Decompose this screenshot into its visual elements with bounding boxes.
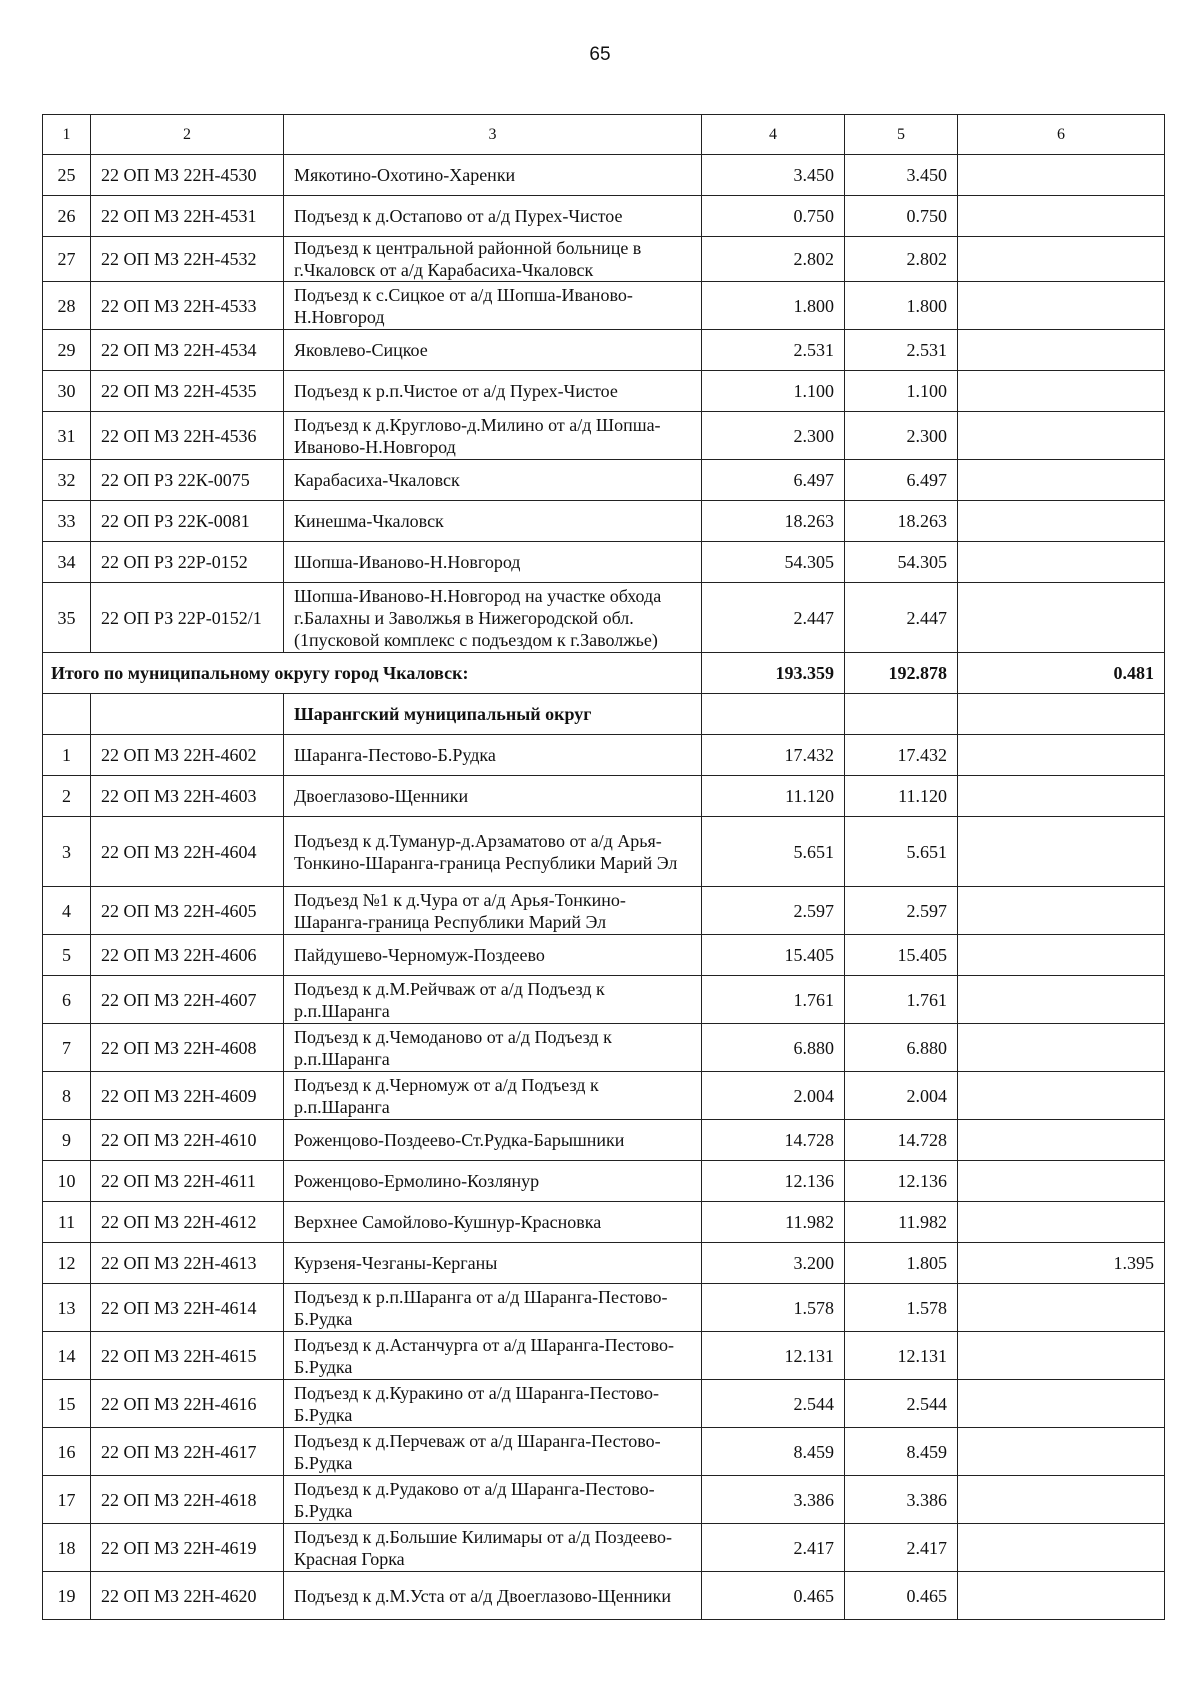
road-code: 22 ОП МЗ 22Н-4620 (91, 1572, 284, 1620)
row-number: 15 (43, 1380, 91, 1428)
value-col-5: 17.432 (845, 735, 958, 776)
table-row (43, 155, 1165, 196)
table-row (43, 1428, 1165, 1476)
value-col-5: 0.465 (845, 1572, 958, 1620)
row-number: 28 (43, 282, 91, 330)
table-row (43, 237, 1165, 282)
table-row (43, 330, 1165, 371)
road-code: 22 ОП РЗ 22Р-0152/1 (91, 583, 284, 653)
value-col-5: 8.459 (845, 1428, 958, 1476)
value-col-6 (958, 371, 1165, 412)
row-number: 31 (43, 412, 91, 460)
road-code: 22 ОП МЗ 22Н-4613 (91, 1243, 284, 1284)
road-code: 22 ОП МЗ 22Н-4536 (91, 412, 284, 460)
table-row (43, 1120, 1165, 1161)
road-name: Подъезд к д.Чемоданово от а/д Подъезд к р.п.Шаранга (284, 1024, 702, 1072)
value-col-4: 15.405 (702, 935, 845, 976)
value-col-4: 6.497 (702, 460, 845, 501)
value-col-4: 2.531 (702, 330, 845, 371)
value-col-5: 11.982 (845, 1202, 958, 1243)
value-col-4: 1.578 (702, 1284, 845, 1332)
value-col-5: 6.497 (845, 460, 958, 501)
value-col-6 (958, 583, 1165, 653)
value-col-4: 0.465 (702, 1572, 845, 1620)
value-col-4: 2.447 (702, 583, 845, 653)
road-name: Роженцово-Поздеево-Ст.Рудка-Барышники (284, 1120, 702, 1161)
value-col-4: 3.450 (702, 155, 845, 196)
road-name: Подъезд к р.п.Чистое от а/д Пурех-Чистое (284, 371, 702, 412)
road-code: 22 ОП МЗ 22Н-4612 (91, 1202, 284, 1243)
road-name: Карабасиха-Чкаловск (284, 460, 702, 501)
road-code: 22 ОП МЗ 22Н-4606 (91, 935, 284, 976)
value-col-6 (958, 460, 1165, 501)
table-row (43, 1332, 1165, 1380)
row-number: 5 (43, 935, 91, 976)
value-col-5: 3.450 (845, 155, 958, 196)
road-code: 22 ОП РЗ 22К-0075 (91, 460, 284, 501)
value-col-6 (958, 1024, 1165, 1072)
value-col-5: 1.100 (845, 371, 958, 412)
value-col-6 (958, 237, 1165, 282)
value-col-5: 2.300 (845, 412, 958, 460)
table-row (43, 1524, 1165, 1572)
value-col-4: 3.386 (702, 1476, 845, 1524)
value-col-6 (958, 501, 1165, 542)
row-number: 14 (43, 1332, 91, 1380)
road-code: 22 ОП МЗ 22Н-4617 (91, 1428, 284, 1476)
value-col-5: 0.750 (845, 196, 958, 237)
section-row (43, 694, 1165, 735)
road-code: 22 ОП МЗ 22Н-4609 (91, 1072, 284, 1120)
value-col-4: 0.750 (702, 196, 845, 237)
header-cell: 5 (845, 115, 958, 155)
table-row (43, 1243, 1165, 1284)
row-number: 9 (43, 1120, 91, 1161)
row-number: 8 (43, 1072, 91, 1120)
road-code: 22 ОП МЗ 22Н-4618 (91, 1476, 284, 1524)
row-number: 10 (43, 1161, 91, 1202)
road-code: 22 ОП МЗ 22Н-4605 (91, 887, 284, 935)
value-col-5: 54.305 (845, 542, 958, 583)
value-col-6 (958, 282, 1165, 330)
value-col-5: 11.120 (845, 776, 958, 817)
row-number: 27 (43, 237, 91, 282)
value-col-4: 2.802 (702, 237, 845, 282)
value-col-4: 2.417 (702, 1524, 845, 1572)
value-col-4: 2.004 (702, 1072, 845, 1120)
empty-cell (43, 694, 91, 735)
value-col-5: 5.651 (845, 817, 958, 887)
road-name: Яковлево-Сицкое (284, 330, 702, 371)
value-col-4: 2.597 (702, 887, 845, 935)
value-col-6 (958, 887, 1165, 935)
header-cell: 4 (702, 115, 845, 155)
road-name: Мякотино-Охотино-Харенки (284, 155, 702, 196)
road-name: Подъезд к д.Остапово от а/д Пурех-Чистое (284, 196, 702, 237)
value-col-6 (958, 155, 1165, 196)
table-row (43, 976, 1165, 1024)
road-code: 22 ОП МЗ 22Н-4530 (91, 155, 284, 196)
row-number: 17 (43, 1476, 91, 1524)
road-code: 22 ОП МЗ 22Н-4607 (91, 976, 284, 1024)
value-col-5: 6.880 (845, 1024, 958, 1072)
road-name: Подъезд к д.Круглово-д.Милино от а/д Шопша-Иваново-Н.Новгород (284, 412, 702, 460)
empty-cell (702, 694, 845, 735)
road-name: Подъезд к д.Перчеваж от а/д Шаранга-Пестово-Б.Рудка (284, 1428, 702, 1476)
road-code: 22 ОП МЗ 22Н-4608 (91, 1024, 284, 1072)
table-row (43, 776, 1165, 817)
road-code: 22 ОП МЗ 22Н-4533 (91, 282, 284, 330)
row-number: 32 (43, 460, 91, 501)
value-col-5: 12.131 (845, 1332, 958, 1380)
table-row (43, 935, 1165, 976)
road-name: Подъезд к д.Большие Килимары от а/д Поздеево-Красная Горка (284, 1524, 702, 1572)
value-col-6 (958, 1284, 1165, 1332)
road-name: Курзеня-Чезганы-Керганы (284, 1243, 702, 1284)
row-number: 3 (43, 817, 91, 887)
value-col-6 (958, 776, 1165, 817)
road-name: Кинешма-Чкаловск (284, 501, 702, 542)
road-code: 22 ОП МЗ 22Н-4603 (91, 776, 284, 817)
value-col-5: 1.578 (845, 1284, 958, 1332)
row-number: 13 (43, 1284, 91, 1332)
value-col-6 (958, 1161, 1165, 1202)
value-col-4: 18.263 (702, 501, 845, 542)
road-name: Подъезд к д.Рудаково от а/д Шаранга-Пестово-Б.Рудка (284, 1476, 702, 1524)
value-col-4: 12.136 (702, 1161, 845, 1202)
value-col-4: 1.800 (702, 282, 845, 330)
value-col-6: 1.395 (958, 1243, 1165, 1284)
section-title: Шарангский муниципальный округ (284, 694, 702, 735)
value-col-5: 1.805 (845, 1243, 958, 1284)
page-number: 65 (589, 44, 611, 65)
value-col-6 (958, 1120, 1165, 1161)
table-row (43, 1202, 1165, 1243)
road-name: Двоеглазово-Щенники (284, 776, 702, 817)
road-name: Подъезд к д.Туманур-д.Арзаматово от а/д Арья-Тонкино-Шаранга-граница Республики Марий Эл (284, 817, 702, 887)
value-col-5: 1.761 (845, 976, 958, 1024)
value-col-4: 12.131 (702, 1332, 845, 1380)
table-row (43, 282, 1165, 330)
row-number: 25 (43, 155, 91, 196)
value-col-5: 2.597 (845, 887, 958, 935)
value-col-6 (958, 412, 1165, 460)
road-code: 22 ОП МЗ 22Н-4535 (91, 371, 284, 412)
value-col-6 (958, 1202, 1165, 1243)
road-name: Подъезд к д.Черномуж от а/д Подъезд к р.п.Шаранга (284, 1072, 702, 1120)
road-name: Подъезд к д.М.Рейчваж от а/д Подъезд к р.п.Шаранга (284, 976, 702, 1024)
row-number: 12 (43, 1243, 91, 1284)
value-col-4: 5.651 (702, 817, 845, 887)
road-code: 22 ОП МЗ 22Н-4615 (91, 1332, 284, 1380)
header-cell: 3 (284, 115, 702, 155)
table-row (43, 1380, 1165, 1428)
total-label: Итого по муниципальному округу город Чкаловск: (43, 653, 702, 694)
table-row (43, 412, 1165, 460)
row-number: 18 (43, 1524, 91, 1572)
value-col-5: 2.802 (845, 237, 958, 282)
value-col-5: 12.136 (845, 1161, 958, 1202)
road-name: Подъезд к р.п.Шаранга от а/д Шаранга-Пестово-Б.Рудка (284, 1284, 702, 1332)
header-cell: 6 (958, 115, 1165, 155)
row-number: 34 (43, 542, 91, 583)
row-number: 26 (43, 196, 91, 237)
road-name: Верхнее Самойлово-Кушнур-Красновка (284, 1202, 702, 1243)
row-number: 2 (43, 776, 91, 817)
table-row (43, 887, 1165, 935)
road-name: Шопша-Иваново-Н.Новгород на участке обхода г.Балахны и Заволжья в Нижегородской обл. (1пусковой комплекс с подъездом к г.Заволжье) (284, 583, 702, 653)
road-code: 22 ОП РЗ 22К-0081 (91, 501, 284, 542)
road-name: Подъезд к д.Астанчурга от а/д Шаранга-Пестово-Б.Рудка (284, 1332, 702, 1380)
road-name: Шаранга-Пестово-Б.Рудка (284, 735, 702, 776)
roads-table (42, 114, 1165, 1620)
value-col-6 (958, 1380, 1165, 1428)
value-col-4: 3.200 (702, 1243, 845, 1284)
road-name: Роженцово-Ермолино-Козлянур (284, 1161, 702, 1202)
table-row (43, 196, 1165, 237)
value-col-5: 2.447 (845, 583, 958, 653)
row-number: 35 (43, 583, 91, 653)
row-number: 33 (43, 501, 91, 542)
value-col-6 (958, 935, 1165, 976)
road-code: 22 ОП МЗ 22Н-4610 (91, 1120, 284, 1161)
table-row (43, 1572, 1165, 1620)
header-row (43, 115, 1165, 155)
row-number: 4 (43, 887, 91, 935)
header-cell: 2 (91, 115, 284, 155)
value-col-4: 11.982 (702, 1202, 845, 1243)
total-col-4: 193.359 (702, 653, 845, 694)
table-row (43, 1161, 1165, 1202)
value-col-5: 1.800 (845, 282, 958, 330)
value-col-4: 17.432 (702, 735, 845, 776)
road-code: 22 ОП МЗ 22Н-4619 (91, 1524, 284, 1572)
row-number: 16 (43, 1428, 91, 1476)
table-row (43, 542, 1165, 583)
value-col-6 (958, 330, 1165, 371)
value-col-4: 2.300 (702, 412, 845, 460)
road-code: 22 ОП МЗ 22Н-4616 (91, 1380, 284, 1428)
road-name: Подъезд к д.Куракино от а/д Шаранга-Пестово-Б.Рудка (284, 1380, 702, 1428)
value-col-5: 14.728 (845, 1120, 958, 1161)
table-row (43, 735, 1165, 776)
value-col-4: 2.544 (702, 1380, 845, 1428)
value-col-6 (958, 976, 1165, 1024)
table-row (43, 460, 1165, 501)
value-col-4: 8.459 (702, 1428, 845, 1476)
value-col-5: 3.386 (845, 1476, 958, 1524)
value-col-6 (958, 542, 1165, 583)
road-code: 22 ОП МЗ 22Н-4611 (91, 1161, 284, 1202)
value-col-5: 2.004 (845, 1072, 958, 1120)
road-name: Подъезд №1 к д.Чура от а/д Арья-Тонкино-Шаранга-граница Республики Марий Эл (284, 887, 702, 935)
road-name: Подъезд к д.М.Уста от а/д Двоеглазово-Щенники (284, 1572, 702, 1620)
value-col-4: 14.728 (702, 1120, 845, 1161)
row-number: 7 (43, 1024, 91, 1072)
table-row (43, 583, 1165, 653)
value-col-6 (958, 1332, 1165, 1380)
row-number: 6 (43, 976, 91, 1024)
value-col-4: 1.761 (702, 976, 845, 1024)
value-col-6 (958, 1072, 1165, 1120)
table-row (43, 501, 1165, 542)
table-row (43, 1284, 1165, 1332)
row-number: 30 (43, 371, 91, 412)
road-name: Шопша-Иваново-Н.Новгород (284, 542, 702, 583)
value-col-5: 15.405 (845, 935, 958, 976)
value-col-4: 54.305 (702, 542, 845, 583)
total-col-5: 192.878 (845, 653, 958, 694)
value-col-6 (958, 1428, 1165, 1476)
value-col-5: 2.531 (845, 330, 958, 371)
road-name: Пайдушево-Черномуж-Поздеево (284, 935, 702, 976)
value-col-4: 1.100 (702, 371, 845, 412)
total-col-6: 0.481 (958, 653, 1165, 694)
road-code: 22 ОП МЗ 22Н-4532 (91, 237, 284, 282)
row-number: 29 (43, 330, 91, 371)
empty-cell (845, 694, 958, 735)
table-row (43, 371, 1165, 412)
table-row (43, 1072, 1165, 1120)
value-col-4: 11.120 (702, 776, 845, 817)
value-col-6 (958, 817, 1165, 887)
road-code: 22 ОП МЗ 22Н-4531 (91, 196, 284, 237)
road-code: 22 ОП МЗ 22Н-4614 (91, 1284, 284, 1332)
value-col-6 (958, 1524, 1165, 1572)
row-number: 1 (43, 735, 91, 776)
road-name: Подъезд к с.Сицкое от а/д Шопша-Иваново-Н.Новгород (284, 282, 702, 330)
row-number: 19 (43, 1572, 91, 1620)
value-col-4: 6.880 (702, 1024, 845, 1072)
table-row (43, 1024, 1165, 1072)
road-code: 22 ОП МЗ 22Н-4534 (91, 330, 284, 371)
road-name: Подъезд к центральной районной больнице в г.Чкаловск от а/д Карабасиха-Чкаловск (284, 237, 702, 282)
road-code: 22 ОП РЗ 22Р-0152 (91, 542, 284, 583)
value-col-5: 18.263 (845, 501, 958, 542)
road-code: 22 ОП МЗ 22Н-4604 (91, 817, 284, 887)
value-col-6 (958, 196, 1165, 237)
row-number: 11 (43, 1202, 91, 1243)
empty-cell (958, 694, 1165, 735)
value-col-5: 2.544 (845, 1380, 958, 1428)
road-code: 22 ОП МЗ 22Н-4602 (91, 735, 284, 776)
value-col-6 (958, 1476, 1165, 1524)
value-col-5: 2.417 (845, 1524, 958, 1572)
value-col-6 (958, 735, 1165, 776)
table-row (43, 1476, 1165, 1524)
value-col-6 (958, 1572, 1165, 1620)
header-cell: 1 (43, 115, 91, 155)
total-row (43, 653, 1165, 694)
table-row (43, 817, 1165, 887)
empty-cell (91, 694, 284, 735)
